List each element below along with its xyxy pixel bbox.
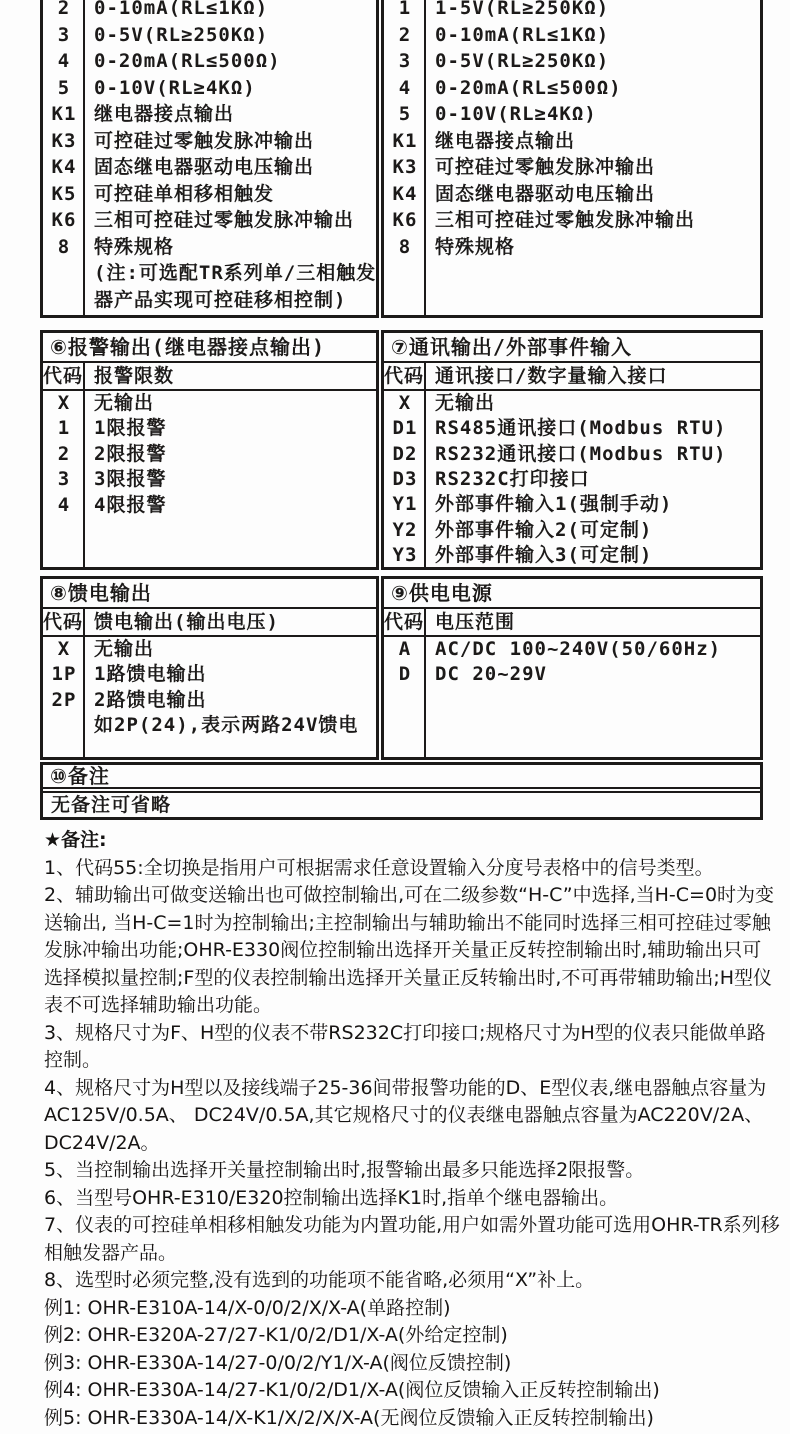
- sections-8-9-block: [40, 576, 763, 760]
- table-row-desc: 外部事件输入3(可定制): [435, 544, 653, 567]
- control-output-signal-table: [381, 0, 763, 318]
- table-row: [43, 75, 376, 102]
- example-item: [44, 1377, 780, 1405]
- table-row-code: K6: [392, 209, 418, 231]
- column-header-desc: 通讯接口/数字量输入接口: [435, 364, 668, 387]
- section-comm-output: [381, 330, 763, 570]
- note-item-text: 1、代码55:全切换是指用户可根据需求任意设置输入分度号表格中的信号类型。: [44, 856, 714, 879]
- table-row-code: D: [398, 663, 412, 686]
- table-row-code: K1: [51, 103, 77, 125]
- note-item: [44, 1267, 780, 1295]
- table-row-desc: 1路馈电输出: [94, 663, 207, 686]
- note-item-text: 4、规格尺寸为H型以及接线端子25-36间带报警功能的D、E型仪表,继电器触点容量为AC125V/0.5A、 DC24V/0.5A,其它规格尺寸的仪表继电器触点容量为AC220V/2A、DC24V/2A。: [44, 1076, 767, 1154]
- section-power-supply: [381, 576, 763, 760]
- table-header: [43, 363, 376, 391]
- example-item-text: 例5: OHR-E330A-14/X-K1/X/2/X/X-A(无阀位反馈输入正反转控制输出): [44, 1406, 654, 1429]
- table-row-desc: 2限报警: [94, 442, 167, 465]
- note-item-text: 8、选型时必须完整,没有选到的功能项不能省略,必须用“X”补上。: [44, 1269, 595, 1291]
- section-title: ⑩备注: [43, 765, 760, 789]
- footnotes-list: [44, 855, 780, 1295]
- table-row: [43, 662, 376, 687]
- table-row: [43, 391, 376, 416]
- table-row-desc: 无输出: [94, 392, 155, 414]
- table-row: [43, 181, 376, 208]
- note-item: [44, 882, 780, 1020]
- table-row: [43, 713, 376, 738]
- section-title: ⑥报警输出(继电器接点输出): [43, 333, 376, 363]
- table-row-desc: AC/DC 100~240V(50/60Hz): [435, 638, 722, 660]
- table-row-desc: 继电器接点输出: [94, 103, 235, 125]
- table-row-desc: 无输出: [94, 638, 155, 660]
- table-row-code: K3: [51, 129, 77, 152]
- table-row-code: 5: [57, 76, 71, 99]
- table-body: [384, 637, 760, 757]
- table-row-code: 8: [57, 235, 71, 258]
- footnotes: [44, 827, 780, 1432]
- example-item: [44, 1405, 780, 1433]
- table-row: [43, 442, 376, 467]
- table-row-desc: 可控硅单相移相触发: [94, 182, 275, 205]
- table-row-code: 8: [398, 235, 412, 258]
- table-row-desc: 0-10V(RL≥4KΩ): [435, 103, 597, 125]
- table-row-code: 1: [57, 417, 71, 440]
- table-body: [43, 391, 376, 567]
- table-row: [384, 416, 760, 441]
- note-item-text: 6、当型号OHR-E310/E320控制输出选择K1时,指单个继电器输出。: [44, 1186, 619, 1209]
- table-row-code: 2: [57, 0, 71, 19]
- table-row-code: 3: [57, 468, 71, 491]
- table-row-code: 1: [398, 0, 412, 19]
- table-row-desc: 3限报警: [94, 468, 167, 491]
- table-row-desc: 0-5V(RL≥250KΩ): [94, 23, 269, 46]
- example-item-text: 例2: OHR-E320A-27/27-K1/0/2/D1/X-A(外给定控制): [44, 1324, 508, 1346]
- table-row-code: 3: [57, 23, 71, 46]
- table-row-desc: 1限报警: [94, 417, 167, 440]
- table-body: [43, 0, 376, 315]
- table-row-desc: 可控硅过零触发脉冲输出: [435, 156, 656, 178]
- note-item-text: 5、当控制输出选择开关量控制输出时,报警输出最多只能选择2限报警。: [44, 1159, 645, 1181]
- table-row: [384, 75, 760, 102]
- table-row: [384, 154, 760, 181]
- column-header-code: 代码: [43, 611, 84, 633]
- section-feed-output: [40, 576, 379, 760]
- table-row: [43, 287, 376, 314]
- aux-output-signal-table: [40, 0, 379, 318]
- table-row-desc: 如2P(24),表示两路24V馈电: [94, 714, 359, 737]
- table-row: [43, 416, 376, 441]
- table-header: [384, 363, 760, 391]
- example-item-text: 例1: OHR-E310A-14/X-0/0/2/X/X-A(单路控制): [44, 1296, 451, 1319]
- output-signal-tables-block: [40, 0, 763, 318]
- table-row-desc: 固态继电器驱动电压输出: [435, 182, 656, 205]
- table-row-code: X: [398, 391, 412, 414]
- table-row-code: K5: [51, 182, 77, 205]
- example-item: [44, 1350, 780, 1378]
- column-header-desc: 报警限数: [94, 365, 175, 387]
- table-row-code: 5: [398, 103, 412, 125]
- table-row-code: K6: [51, 209, 77, 231]
- table-row-code: 1P: [51, 663, 77, 686]
- table-row-code: A: [398, 638, 412, 660]
- remark-text: 无备注可省略: [43, 791, 760, 817]
- note-item: [44, 1212, 780, 1267]
- note-item-text: 2、辅助输出可做变送输出也可做控制输出,可在二级参数“H-C”中选择,当H-C=0时为变送输出, 当H-C=1时为控制输出;主控制输出与辅助输出不能同时选择三相可控硅过零触发脉冲输出功能;OHR-E330阀位控制输出选择开关量正反转控制输出时,辅助输出只可选择模拟量控制;F型的仪表控制输出选择开关量正反转输出时,不可再带辅助输出;H型仪表不可选择辅助输出功能。: [44, 884, 775, 1016]
- table-row: [43, 493, 376, 518]
- note-item-text: 7、仪表的可控硅单相移相触发功能为内置功能,用户如需外置功能可选用OHR-TR系列移相触发器产品。: [44, 1214, 780, 1264]
- table-row: [43, 207, 376, 234]
- table-row: [384, 543, 760, 567]
- table-row-desc: 2路馈电输出: [94, 688, 207, 711]
- table-row-code: 4: [57, 493, 71, 516]
- table-row: [43, 467, 376, 492]
- table-row: [384, 22, 760, 49]
- table-row-code: K1: [392, 129, 418, 152]
- table-row: [43, 154, 376, 181]
- section-alarm-output: [40, 330, 379, 570]
- section-title: ⑨供电电源: [384, 579, 760, 609]
- section-remark: [40, 762, 763, 820]
- column-header-code: 代码: [384, 611, 425, 633]
- table-row: [384, 48, 760, 75]
- table-row-code: K4: [392, 182, 418, 205]
- table-row: [43, 0, 376, 22]
- table-row-code: 3: [398, 50, 412, 72]
- table-row: [384, 234, 760, 261]
- table-row: [384, 391, 760, 416]
- table-row: [384, 492, 760, 517]
- table-header: [43, 609, 376, 637]
- note-item: [44, 1185, 780, 1213]
- table-row: [43, 101, 376, 128]
- column-header-desc: 电压范围: [435, 611, 516, 633]
- table-row: [384, 442, 760, 467]
- table-row-code: [43, 287, 85, 314]
- table-row-desc: 继电器接点输出: [435, 129, 576, 152]
- note-item: [44, 1157, 780, 1185]
- table-row: [384, 0, 760, 22]
- note-item: [44, 1075, 780, 1158]
- table-row-desc: 三相可控硅过零触发脉冲输出: [94, 209, 355, 231]
- example-item: [44, 1295, 780, 1323]
- table-row-desc: 0-10mA(RL≤1KΩ): [94, 0, 269, 19]
- example-item-text: 例3: OHR-E330A-14/27-0/0/2/Y1/X-A(阀位反馈控制): [44, 1351, 512, 1374]
- table-row-code: X: [57, 638, 71, 660]
- table-row: [43, 128, 376, 155]
- table-row-desc: RS232C打印接口: [435, 467, 590, 490]
- column-header-code: 代码: [384, 364, 425, 387]
- table-row-desc: 0-20mA(RL≤500Ω): [435, 76, 622, 99]
- table-row-desc: 1-5V(RL≥250KΩ): [435, 0, 610, 19]
- table-row: [43, 688, 376, 713]
- section-title: ⑦通讯输出/外部事件输入: [384, 333, 760, 363]
- footnotes-header: ★备注:: [44, 829, 107, 851]
- table-row-code: 2P: [51, 688, 77, 711]
- table-row-desc: 0-10mA(RL≤1KΩ): [435, 23, 610, 46]
- table-row-desc: 器产品实现可控硅移相控制): [94, 288, 347, 311]
- table-row-code: Y2: [392, 518, 418, 541]
- table-row: [384, 662, 760, 687]
- table-row-code: 2: [57, 442, 71, 465]
- table-row-desc: 无输出: [435, 391, 496, 414]
- table-row-code: K3: [392, 156, 418, 178]
- table-header: [384, 609, 760, 637]
- note-item-text: 3、规格尺寸为F、H型的仪表不带RS232C打印接口;规格尺寸为H型的仪表只能做单路控制。: [44, 1021, 766, 1071]
- table-row: [43, 637, 376, 662]
- column-header-desc: 馈电输出(输出电压): [94, 611, 279, 633]
- table-row-desc: 三相可控硅过零触发脉冲输出: [435, 209, 696, 231]
- table-row-code: 4: [398, 76, 412, 99]
- table-row-code: [43, 713, 85, 738]
- table-row: [384, 518, 760, 543]
- table-body: [384, 391, 760, 567]
- table-row-desc: 外部事件输入1(强制手动): [435, 493, 673, 516]
- table-row-desc: 特殊规格: [435, 235, 516, 258]
- table-row: [43, 234, 376, 261]
- note-item: [44, 1020, 780, 1075]
- table-row-code: K4: [51, 156, 77, 178]
- section-title: ⑧馈电输出: [43, 579, 376, 609]
- table-row-desc: 特殊规格: [94, 235, 175, 258]
- column-header-code: 代码: [43, 365, 84, 387]
- table-row: [384, 181, 760, 208]
- table-row-desc: RS485通讯接口(Modbus RTU): [435, 417, 727, 440]
- table-row-desc: 0-20mA(RL≤500Ω): [94, 50, 281, 72]
- table-row: [384, 101, 760, 128]
- note-item: [44, 855, 780, 883]
- table-row-desc: (注:可选配TR系列单/三相触发: [94, 262, 376, 284]
- table-row: [43, 48, 376, 75]
- table-body: [384, 0, 760, 315]
- sections-6-7-block: [40, 330, 763, 570]
- table-row: [43, 260, 376, 287]
- table-row-code: [43, 260, 85, 287]
- table-row-desc: 4限报警: [94, 493, 167, 516]
- ordering-examples-list: [44, 1295, 780, 1433]
- table-row-desc: RS232通讯接口(Modbus RTU): [435, 442, 727, 465]
- table-row: [43, 22, 376, 49]
- table-row: [384, 207, 760, 234]
- table-row-code: Y3: [392, 544, 418, 567]
- table-row-desc: 固态继电器驱动电压输出: [94, 156, 315, 178]
- table-row-desc: 外部事件输入2(可定制): [435, 518, 653, 541]
- table-row-desc: DC 20~29V: [435, 663, 547, 686]
- table-row: [384, 637, 760, 662]
- table-row-desc: 0-5V(RL≥250KΩ): [435, 50, 610, 72]
- example-item-text: 例4: OHR-E330A-14/27-K1/0/2/D1/X-A(阀位反馈输入正反转控制输出): [44, 1379, 660, 1401]
- example-item: [44, 1322, 780, 1350]
- table-row-code: 2: [398, 23, 412, 46]
- table-row-desc: 0-10V(RL≥4KΩ): [94, 76, 256, 99]
- table-body: [43, 637, 376, 757]
- table-row-code: X: [57, 392, 71, 414]
- table-row: [384, 128, 760, 155]
- table-row-code: 4: [57, 50, 71, 72]
- table-row-code: D3: [392, 467, 418, 490]
- table-row-code: D1: [392, 417, 418, 440]
- table-row-desc: 可控硅过零触发脉冲输出: [94, 129, 315, 152]
- table-row-code: D2: [392, 442, 418, 465]
- table-row-code: Y1: [392, 493, 418, 516]
- table-row: [384, 467, 760, 492]
